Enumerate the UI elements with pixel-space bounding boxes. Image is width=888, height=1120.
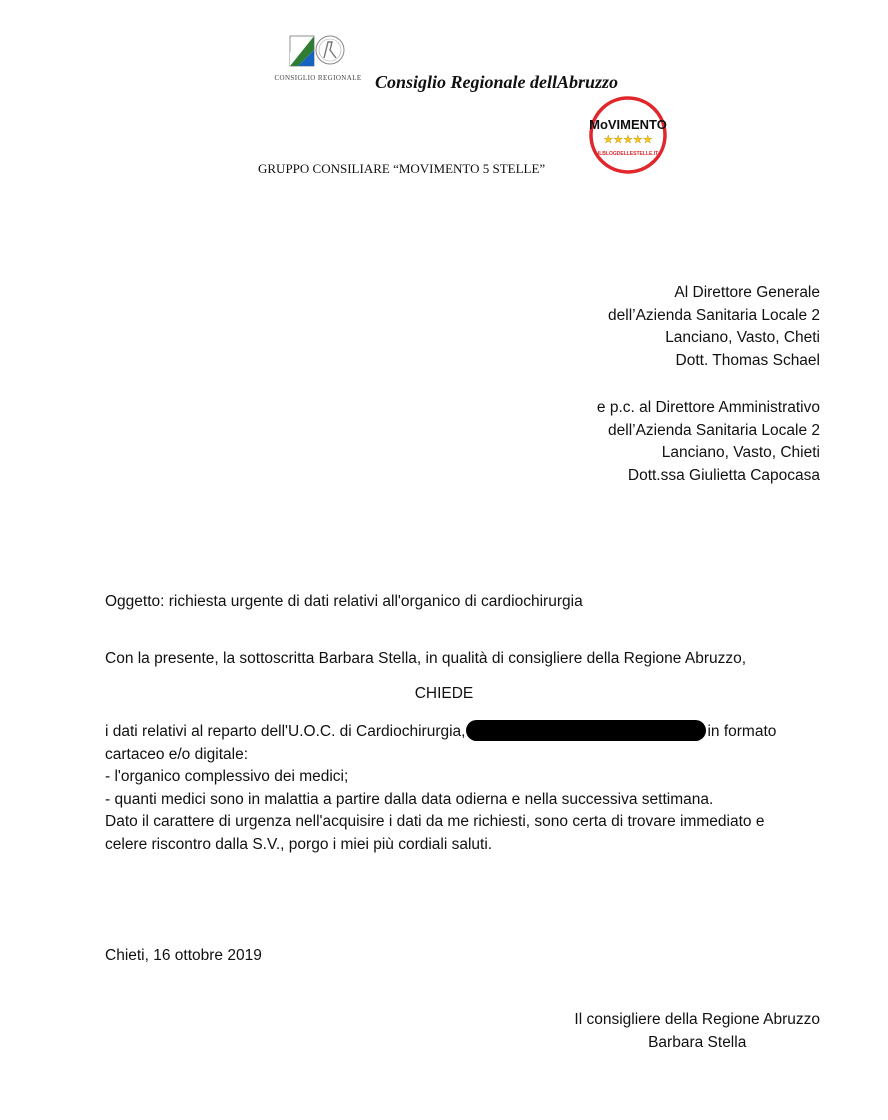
redaction-bar [466,720,706,741]
recipient-line: Lanciano, Vasto, Chieti [661,444,820,461]
letter-date: Chieti, 16 ottobre 2019 [105,947,262,964]
recipient-line: Dott. Thomas Schael [675,351,820,369]
request-block [105,720,825,856]
recipient-cc [597,397,820,487]
recipient-primary [608,282,820,372]
closing-line: Dato il carattere di urgenza nell'acquisire i dati da me richiesti, sono certa di trovare immediato e [105,813,765,830]
council-logo-label: CONSIGLIO REGIONALE [274,74,362,82]
closing-line: celere riscontro dalla S.V., porgo i miei più cordiali saluti. [105,835,493,853]
signature-role: Il consigliere della Regione Abruzzo [574,1011,820,1028]
party-logo-name: MoVIMENTO [589,117,667,132]
movimento-5-stelle-logo [588,95,668,175]
request-text-after: in formato [707,723,777,740]
signature-name: Barbara Stella [648,1033,747,1051]
request-line-1 [105,720,825,744]
request-item: - l'organico complessivo dei medici; [105,768,349,785]
signature-block [574,1009,820,1054]
abruzzo-emblem-icon [272,30,364,74]
recipient-line: e p.c. al Direttore Amministrativo [596,399,820,416]
recipient-line: Dott.ssa Giulietta Capocasa [627,466,820,484]
header-title: Consiglio Regionale dellAbruzzo [375,72,619,92]
recipient-line: dell’Azienda Sanitaria Locale 2 [608,306,820,324]
request-item: - quanti medici sono in malattia a partire dalla data odierna e nella successiva settimana. [105,790,714,808]
movimento-5-stelle-emblem-icon [588,95,668,175]
council-logo [272,30,364,88]
request-verb: CHIEDE [414,685,474,702]
party-logo-stars: ★★★★★ [603,133,653,146]
party-logo-url: ILBLOGDELLESTELLE.IT [597,151,659,157]
recipient-line: Lanciano, Vasto, Cheti [665,329,820,346]
letter-subject: Oggetto: richiesta urgente di dati relativi all'organico di cardiochirurgia [105,593,583,610]
group-line: GRUPPO CONSILIARE “MOVIMENTO 5 STELLE” [258,161,546,176]
letter-intro: Con la presente, la sottoscritta Barbara Stella, in qualità di consigliere della Regione Abruzzo, [105,650,747,667]
recipient-line: Al Direttore Generale [674,284,820,301]
request-text-before: i dati relativi al reparto dell'U.O.C. di Cardiochirurgia, [105,723,466,740]
request-line-2: cartaceo e/o digitale: [105,745,249,763]
recipient-line: dell’Azienda Sanitaria Locale 2 [608,421,820,439]
